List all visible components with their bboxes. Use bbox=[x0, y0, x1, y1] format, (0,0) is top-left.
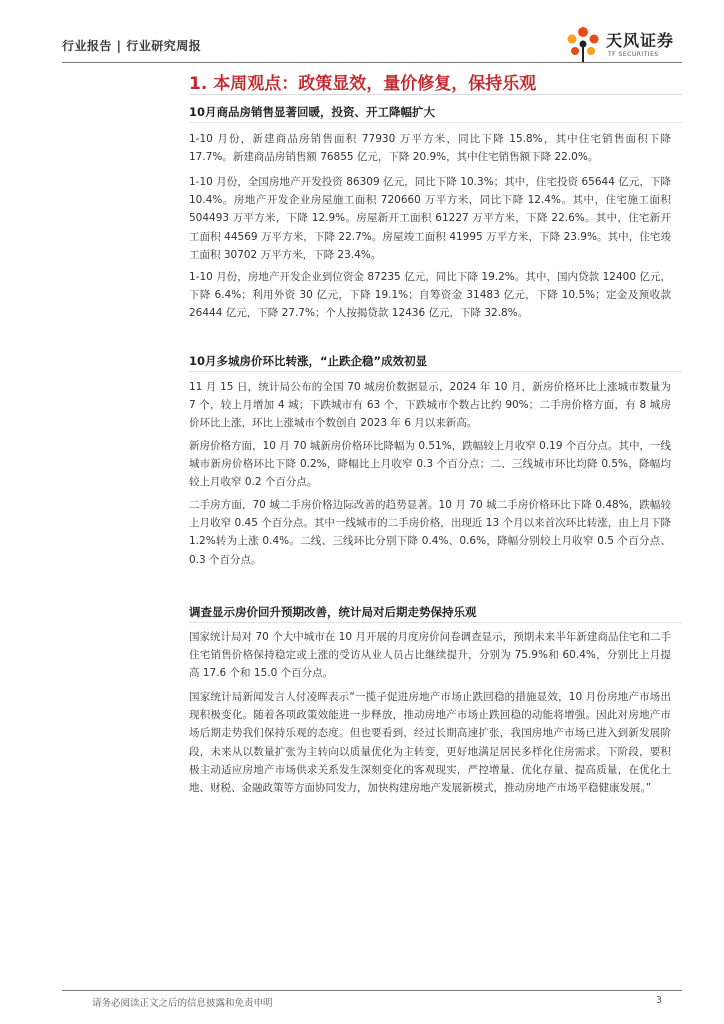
paragraph: 11 月 15 日，统计局公布的全国 70 城房价数据显示，2024 年 10 月，新房价格环比上涨城市数量为 7 个，较上月增加 4 城；下跌城市有 63 个，下跌城市个数占比约 90%；二手房价格方面，有 8 城房价环比上涨，环比上涨城市个数创自 2023 年 6 月以来新高。 bbox=[189, 381, 671, 430]
paragraph: 1-10 月份，全国房地产开发投资 86309 亿元，同比下降 10.3%；其中，住宅投资 65644 亿元，下降 10.4%。房地产开发企业房屋施工面积 720660 万平方米，同比下降 12.4%。其中，住宅施工面积 504493 万平方米，下降 12.9%。房屋新开工面积 61227 万平方米，下降 22.6%。其中，住宅新开工面积 44569 万平方米，下降 22.7%。房屋竣工面积 41995 万平方米，下降 23.9%。其中，住宅竣工面积 30702 万平方米，下降 23.4%。 bbox=[189, 176, 671, 261]
paragraph: 二手房方面，70 城二手房价格边际改善的趋势显著。10 月 70 城二手房价格环比下降 0.48%，跌幅较上月收窄 0.45 个百分点。其中一线城市的二手房价格，出现近 13 个月以来首次环比转涨，由上月下降 1.2%转为上涨 0.4%。二线、三线环比分别下降 0.4%、0.6%，降幅分别较上月收窄 0.5 个百分点、0.3 个百分点。 bbox=[189, 499, 671, 566]
paragraph: 国家统计局新闻发言人付凌晖表示“一揽子促进房地产市场止跌回稳的措施显效，10 月份房地产市场出现积极变化。随着各项政策效能进一步释放，推动房地产市场止跌回稳的动能将增强。因此对房地产市场后期走势我们保持乐观的态度。但也要看到，经过长期高速扩张，我国房地产市场已进入到新发展阶段，未来从以数量扩张为主转向以质量优化为主转变，更好地满足居民多样化住房需求。下阶段，要积极主动适应房地产市场供求关系发生深刻变化的客观现实，严控增量、优化存量、提高质量，在优化土地、财税、金融政策等方面协同发力，加快构建房地产发展新模式，推动房地产市场平稳健康发展。” bbox=[189, 691, 671, 795]
paragraph: 新房价格方面，10 月 70 城新房价格环比降幅为 0.51%，跌幅较上月收窄 0.19 个百分点。其中，一线城市新房价格环比下降 0.2%，降幅比上月收窄 0.3 个百分点；二、三线城市环比均降 0.5%，降幅均较上月收窄 0.2 个百分点。 bbox=[189, 440, 671, 489]
section-divider bbox=[189, 94, 682, 95]
logo-chinese-name: 天风证券 bbox=[606, 31, 675, 50]
footer-disclaimer: 请务必阅读正文之后的信息披露和免责申明 bbox=[92, 998, 273, 1009]
paragraph: 1-10 月份，房地产开发企业到位资金 87235 亿元，同比下降 19.2%。其中，国内贷款 12400 亿元，下降 6.4%；利用外资 30 亿元，下降 19.1%；自筹资金 31483 亿元，下降 10.5%；定金及预收款 26444 亿元，下降 27.7%；个人按揭贷款 12436 亿元，下降 32.8%。 bbox=[189, 271, 671, 320]
subheading-prices: 10月多城房价环比转涨，“止跌企稳”成效初显 bbox=[189, 354, 428, 368]
header-label: 行业报告 | 行业研究周报 bbox=[62, 39, 202, 53]
footer-divider bbox=[62, 990, 682, 991]
logo-english-name: TF SECURITIES bbox=[608, 51, 659, 58]
header-divider bbox=[62, 62, 682, 63]
section-title: 1. 本周观点：政策显效，量价修复，保持乐观 bbox=[189, 74, 537, 94]
subheading-sales: 10月商品房销售显著回暖，投资、开工降幅扩大 bbox=[189, 105, 436, 119]
subheading-divider bbox=[189, 371, 682, 372]
paragraph: 1-10 月份，新建商品房销售面积 77930 万平方米，同比下降 15.8%，其中住宅销售面积下降 17.7%。新建商品房销售额 76855 亿元，下降 20.9%，其中住宅销售额下降 22.0%。 bbox=[189, 133, 671, 164]
subheading-divider bbox=[189, 622, 682, 623]
subheading-divider bbox=[189, 122, 682, 123]
company-logo bbox=[562, 23, 682, 67]
tf-flower-logo-icon bbox=[562, 23, 604, 65]
page-number: 3 bbox=[655, 995, 662, 1006]
subheading-survey: 调查显示房价回升预期改善，统计局对后期走势保持乐观 bbox=[189, 605, 477, 619]
paragraph: 国家统计局对 70 个大中城市在 10 月开展的月度房价问卷调查显示，预期未来半年新建商品住宅和二手住宅销售价格保持稳定或上涨的受访从业人员占比继续提升，分别为 75.9%和 60.4%，分别比上月提高 17.6 个和 15.0 个百分点。 bbox=[189, 631, 671, 680]
